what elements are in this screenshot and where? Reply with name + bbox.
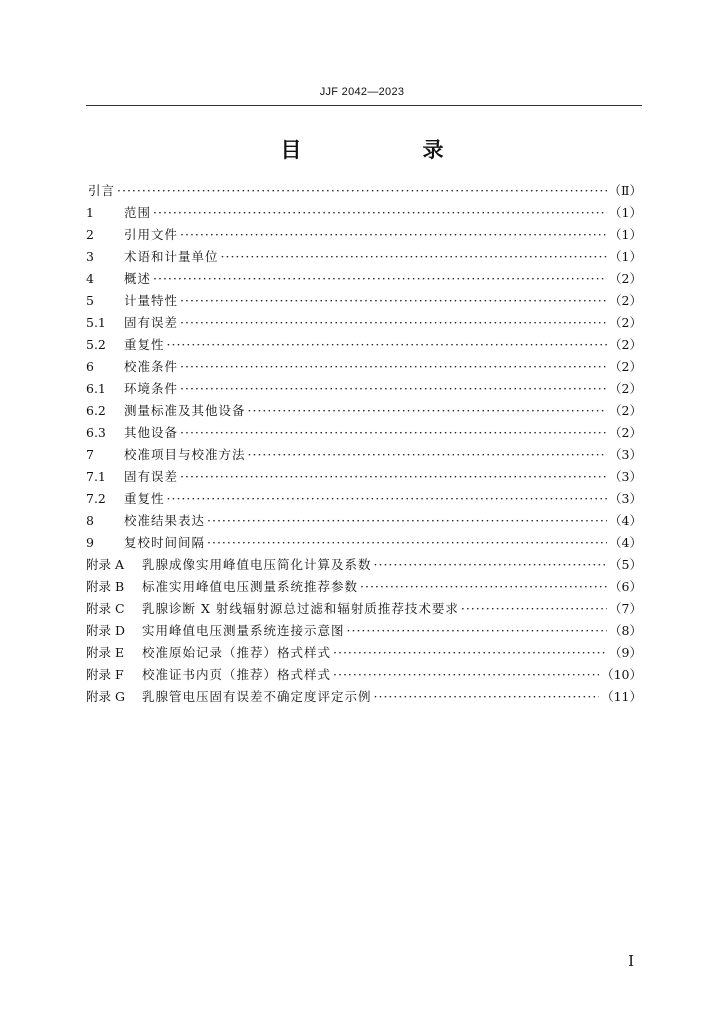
toc-leader-dots (180, 293, 607, 308)
toc-entry-page: （3） (609, 447, 642, 462)
toc-entry[interactable] (86, 577, 642, 599)
toc-entry-number: 附录 C (86, 601, 125, 616)
toc-entry[interactable] (86, 203, 642, 225)
toc-leader-dots (153, 271, 607, 286)
toc-leader-dots (180, 227, 607, 242)
toc-entry-page: （6） (609, 579, 642, 594)
toc-entry[interactable] (86, 555, 642, 577)
toc-entry-page: （2） (609, 359, 642, 374)
toc-entry-label: 固有误差 (124, 315, 179, 330)
toc-entry-page: （Ⅱ） (608, 183, 642, 198)
toc-entry-number: 8 (86, 513, 94, 528)
toc-entry-page: （2） (609, 337, 642, 352)
toc-leader-dots (360, 579, 607, 594)
toc-leader-dots (221, 249, 608, 264)
toc-entry[interactable] (86, 511, 642, 533)
toc-entry-label: 校准项目与校准方法 (124, 447, 246, 462)
toc-entry[interactable] (86, 269, 642, 291)
toc-leader-dots (180, 315, 607, 330)
toc-leader-dots (180, 359, 607, 374)
toc-entry[interactable] (86, 423, 642, 445)
toc-entry[interactable] (86, 181, 642, 203)
toc-entry-page: （10） (601, 667, 642, 682)
toc-entry[interactable] (86, 313, 642, 335)
toc-leader-dots (248, 447, 608, 462)
toc-entry-number: 2 (86, 227, 94, 242)
toc-leader-dots (374, 557, 608, 572)
toc-entry-label: 复校时间间隔 (124, 535, 206, 550)
toc-entry-page: （2） (609, 425, 642, 440)
toc-entry-page: （3） (609, 469, 642, 484)
toc-entry-page: （7） (609, 601, 642, 616)
toc-entry-page: （2） (609, 293, 642, 308)
toc-entry-page: （2） (609, 403, 642, 418)
toc-entry-page: （1） (609, 205, 642, 220)
toc-entry-number: 9 (86, 535, 94, 550)
toc-leader-dots (117, 183, 606, 198)
toc-entry-number: 附录 E (86, 645, 125, 660)
toc-entry[interactable] (86, 599, 642, 621)
toc-entry-page: （2） (609, 315, 642, 330)
toc-leader-dots (374, 689, 600, 704)
toc-entry-label: 乳腺管电压固有误差不确定度评定示例 (142, 689, 372, 704)
toc-entry-label: 测量标准及其他设备 (124, 403, 246, 418)
toc-entry-number: 附录 F (86, 667, 124, 682)
toc-entry-label: 引言 (88, 183, 116, 198)
toc-entry[interactable] (86, 489, 642, 511)
toc-entry-label: 概述 (124, 271, 152, 286)
toc-leader-dots (167, 337, 608, 352)
toc-leader-dots (180, 425, 607, 440)
toc-entry-page: （5） (609, 557, 642, 572)
toc-entry-page: （2） (609, 271, 642, 286)
toc-entry-label: 实用峰值电压测量系统连接示意图 (142, 623, 345, 638)
toc-entry-number: 7.1 (86, 469, 106, 484)
toc-entry-number: 附录 A (86, 557, 125, 572)
toc-leader-dots (153, 205, 607, 220)
toc-leader-dots (248, 403, 608, 418)
toc-entry-number: 附录 G (86, 689, 125, 704)
toc-entry-label: 校准结果表达 (124, 513, 206, 528)
toc-entry-label: 校准证书内页（推荐）格式样式 (142, 667, 332, 682)
toc-entry-number: 5 (86, 293, 94, 308)
toc-entry-label: 固有误差 (124, 469, 179, 484)
toc-entry-page: （4） (609, 535, 642, 550)
toc-entry-number: 1 (86, 205, 94, 220)
toc-entry-number: 附录 D (86, 623, 125, 638)
toc-entry-label: 重复性 (124, 337, 165, 352)
toc-entry[interactable] (86, 247, 642, 269)
toc-entry-page: （1） (609, 227, 642, 242)
toc-entry-label: 重复性 (124, 491, 165, 506)
header-divider (86, 105, 642, 106)
toc-entry[interactable] (86, 401, 642, 423)
toc-entry-label: 环境条件 (124, 381, 179, 396)
toc-entry-label: 引用文件 (124, 227, 179, 242)
toc-entry[interactable] (86, 665, 642, 687)
table-of-contents (86, 181, 642, 709)
toc-entry-number: 附录 B (86, 579, 125, 594)
toc-entry-label: 校准原始记录（推荐）格式样式 (142, 645, 332, 660)
toc-entry[interactable] (86, 291, 642, 313)
toc-leader-dots (461, 601, 607, 616)
toc-entry[interactable] (86, 687, 642, 709)
toc-entry-number: 5.2 (86, 337, 106, 352)
toc-entry-page: （1） (609, 249, 642, 264)
toc-leader-dots (333, 645, 607, 660)
toc-entry-label: 计量特性 (124, 293, 179, 308)
toc-entry[interactable] (86, 445, 642, 467)
toc-entry-page: （3） (609, 491, 642, 506)
toc-entry-page: （8） (609, 623, 642, 638)
toc-entry[interactable] (86, 621, 642, 643)
toc-entry[interactable] (86, 357, 642, 379)
toc-entry-label: 标准实用峰值电压测量系统推荐参数 (142, 579, 359, 594)
toc-entry-label: 范围 (124, 205, 152, 220)
toc-entry-page: （2） (609, 381, 642, 396)
toc-entry-label: 术语和计量单位 (124, 249, 219, 264)
toc-entry-label: 其他设备 (124, 425, 179, 440)
toc-leader-dots (180, 381, 607, 396)
toc-title: 目 录 (280, 138, 494, 162)
toc-entry-label: 校准条件 (124, 359, 179, 374)
toc-entry[interactable] (86, 467, 642, 489)
toc-entry-number: 6.3 (86, 425, 106, 440)
toc-leader-dots (180, 469, 607, 484)
page-number: I (628, 952, 634, 970)
toc-entry[interactable] (86, 379, 642, 401)
toc-leader-dots (207, 535, 607, 550)
toc-entry[interactable] (86, 533, 642, 555)
toc-entry-number: 5.1 (86, 315, 106, 330)
toc-entry[interactable] (86, 643, 642, 665)
toc-entry-number: 6 (86, 359, 94, 374)
toc-entry-number: 6.1 (86, 381, 106, 396)
toc-entry[interactable] (86, 335, 642, 357)
toc-entry-number: 7 (86, 447, 94, 462)
toc-entry-label: 乳腺成像实用峰值电压简化计算及系数 (142, 557, 372, 572)
toc-entry-page: （4） (609, 513, 642, 528)
toc-leader-dots (167, 491, 608, 506)
toc-entry-page: （11） (601, 689, 642, 704)
toc-entry-number: 7.2 (86, 491, 106, 506)
document-code: JJF 2042—2023 (319, 86, 405, 98)
toc-entry-number: 6.2 (86, 403, 106, 418)
toc-leader-dots (333, 667, 599, 682)
toc-leader-dots (207, 513, 607, 528)
toc-entry-number: 4 (86, 271, 94, 286)
toc-entry-number: 3 (86, 249, 94, 264)
toc-entry[interactable] (86, 225, 642, 247)
toc-leader-dots (347, 623, 608, 638)
toc-entry-label: 乳腺诊断 X 射线辐射源总过滤和辐射质推荐技术要求 (142, 601, 459, 616)
toc-entry-page: （9） (609, 645, 642, 660)
